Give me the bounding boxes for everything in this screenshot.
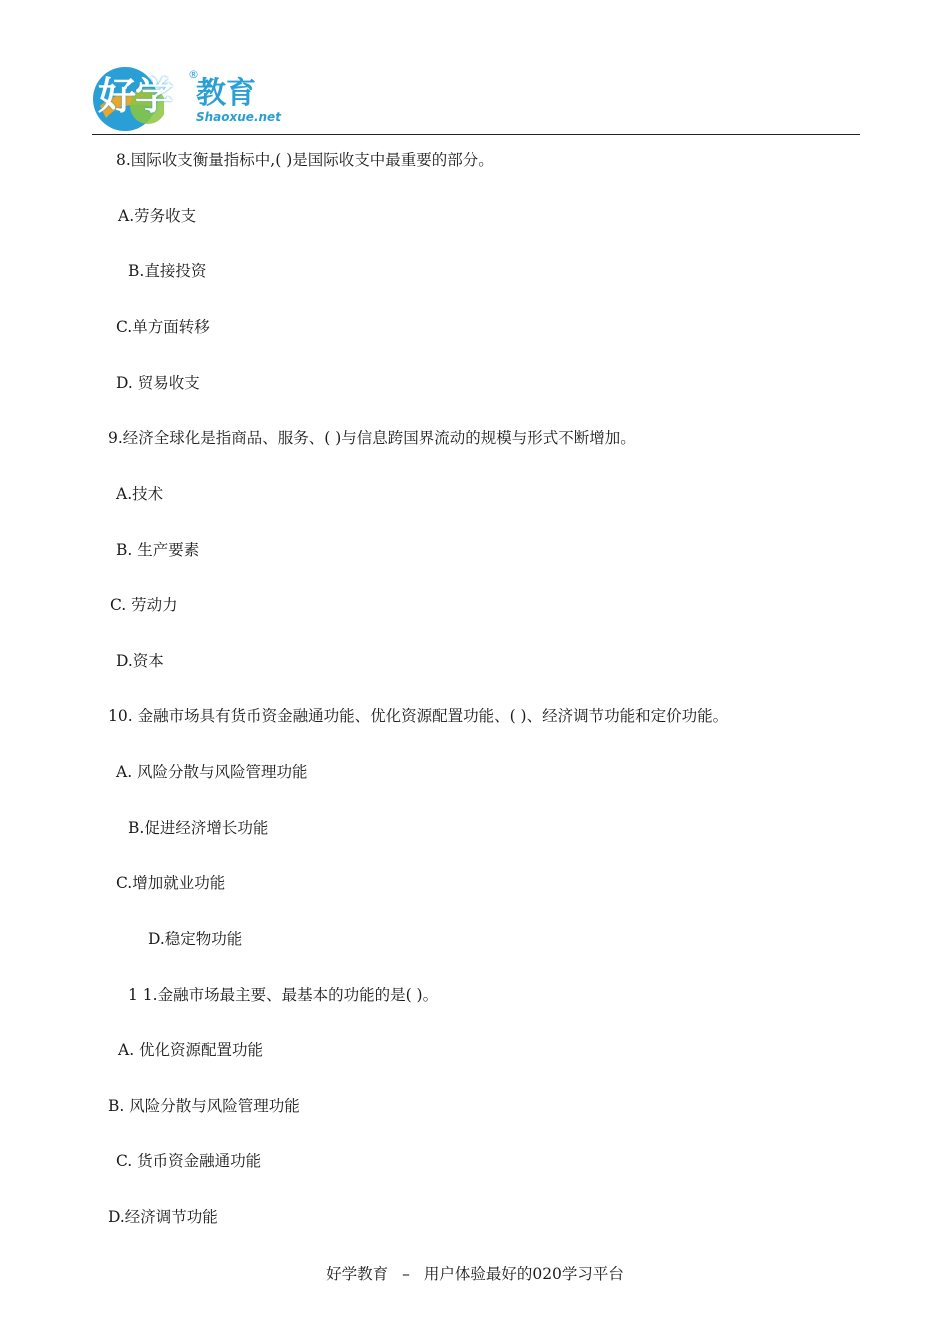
logo-text-right: 教育	[196, 76, 256, 111]
question-10-option-d: D.稳定物功能	[148, 930, 243, 948]
question-11-option-b: B. 风险分散与风险管理功能	[108, 1097, 300, 1115]
question-9-option-a: A.技术	[116, 485, 164, 503]
question-8-option-b: B.直接投资	[128, 262, 207, 280]
footer-brand: 好学教育	[326, 1265, 389, 1283]
question-11-option-a: A. 优化资源配置功能	[118, 1041, 264, 1059]
brand-logo	[92, 66, 281, 132]
question-11: 1 1.金融市场最主要、最基本的功能的是( )。	[128, 986, 439, 1004]
question-8-option-d: D. 贸易收支	[116, 374, 200, 392]
logo-domain-text: Shaoxue.net	[196, 110, 281, 124]
question-11-option-c: C. 货币资金融通功能	[116, 1152, 262, 1170]
question-8: 8.国际收支衡量指标中,( )是国际收支中最重要的部分。	[116, 151, 494, 169]
question-11-option-d: D.经济调节功能	[108, 1208, 218, 1226]
question-9: 9.经济全球化是指商品、服务、( )与信息跨国界流动的规模与形式不断增加。	[108, 429, 636, 447]
footer-slogan: 用户体验最好的020学习平台	[423, 1265, 624, 1283]
header-divider	[92, 134, 860, 135]
page-header	[0, 0, 950, 140]
question-8-option-a: A.劳务收支	[118, 207, 197, 225]
question-9-option-c: C. 劳动力	[110, 596, 178, 614]
page-footer	[0, 1264, 950, 1284]
question-9-option-d: D.资本	[116, 652, 164, 670]
question-10-option-c: C.增加就业功能	[116, 874, 226, 892]
question-10: 10. 金融市场具有货币资金融通功能、优化资源配置功能、( )、经济调节功能和定价功能。	[108, 707, 729, 725]
logo-registered-mark: ®	[188, 68, 199, 81]
question-9-option-b: B. 生产要素	[116, 541, 200, 559]
question-10-option-b: B.促进经济增长功能	[128, 819, 269, 837]
question-8-option-c: C.单方面转移	[116, 318, 210, 336]
question-10-option-a: A. 风险分散与风险管理功能	[116, 763, 308, 781]
logo-text-left: 好学	[98, 74, 173, 118]
footer-separator: –	[402, 1265, 410, 1283]
